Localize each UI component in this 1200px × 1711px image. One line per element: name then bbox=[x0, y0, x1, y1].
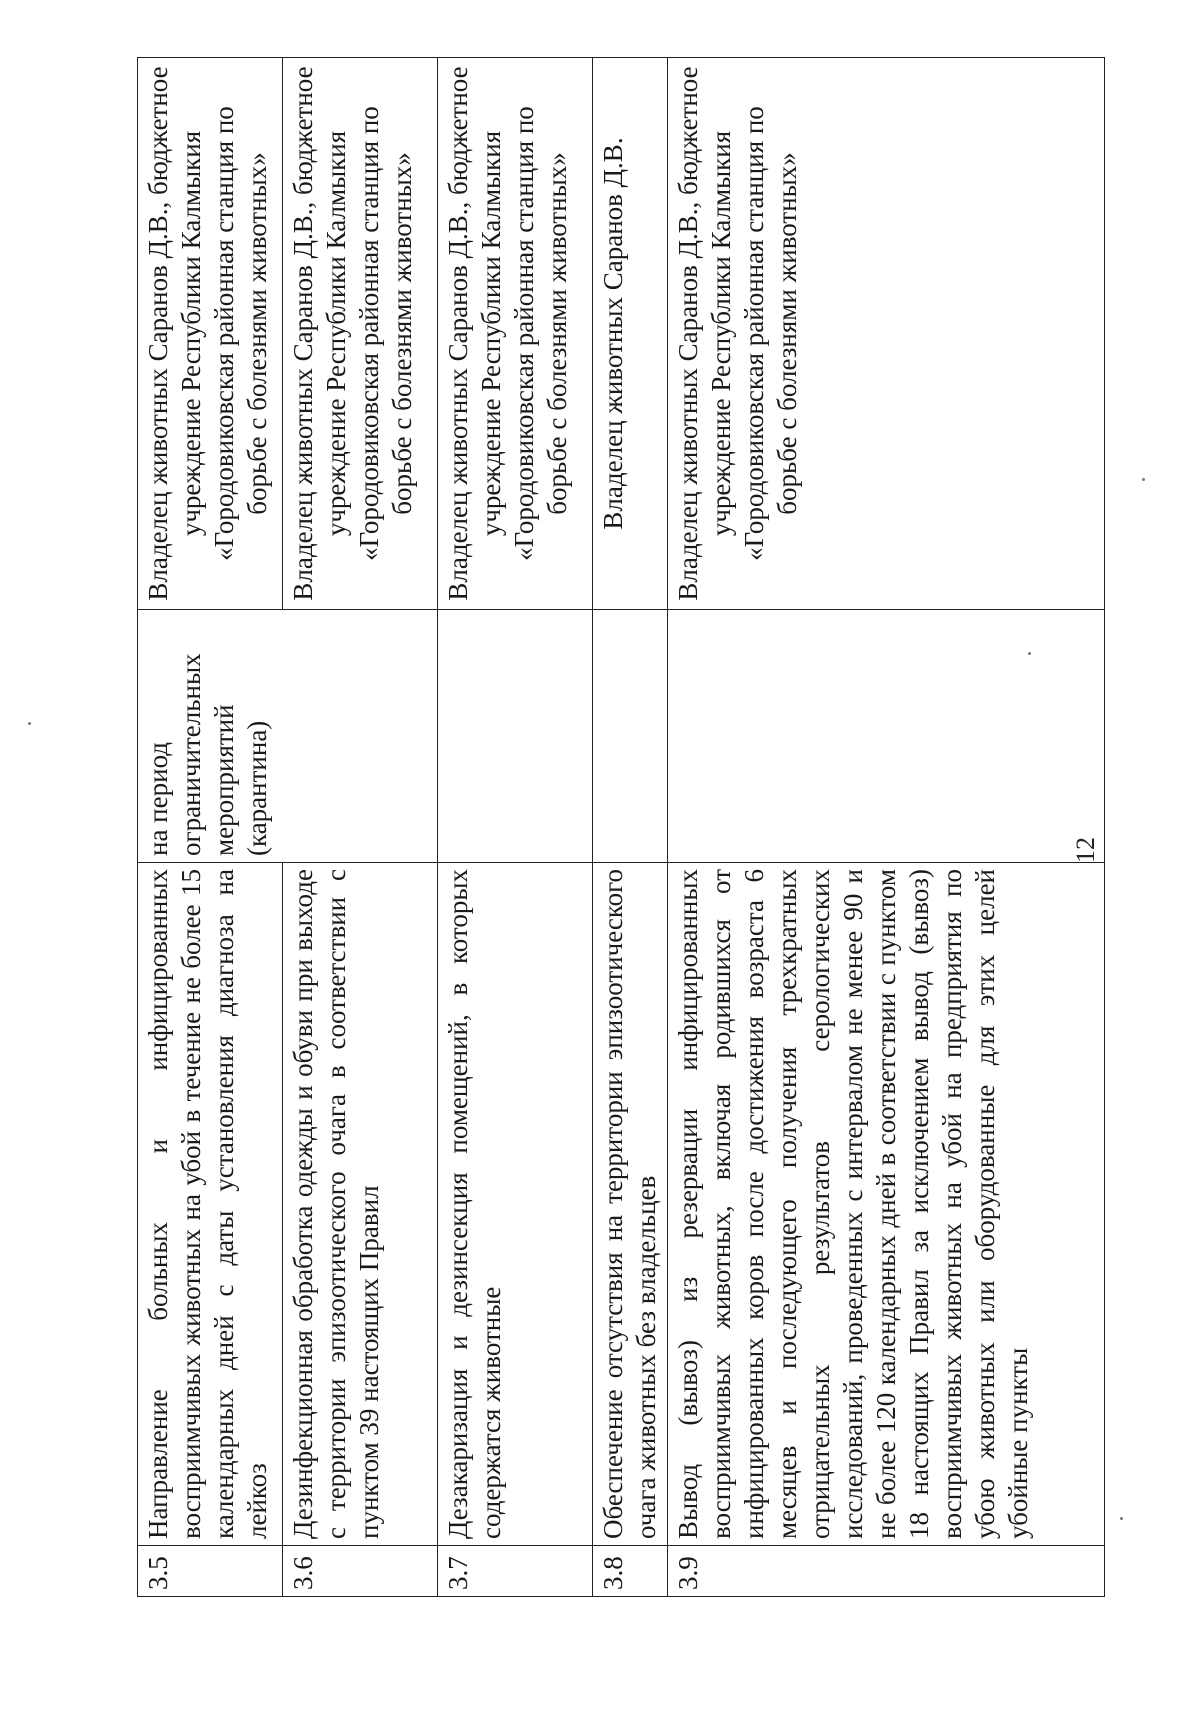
action-cell: Направление больных и инфицированных восприимчивых животных на убой в течение не более 15 календарных дней с даты установления диагноза на лейкоз bbox=[138, 863, 283, 1546]
responsible-cell: Владелец животных Саранов Д.В., бюджетное учреждение Республики Калмыкия «Городовиковская районная станция по борьбе с болезнями животных» bbox=[438, 58, 593, 610]
responsible-cell: Владелец животных Саранов Д.В., бюджетное учреждение Республики Калмыкия «Городовиковская районная станция по борьбе с болезнями животных» bbox=[668, 58, 1105, 610]
term-cell bbox=[668, 610, 1105, 863]
responsible-cell: Владелец животных Саранов Д.В., бюджетное учреждение Республики Калмыкия «Городовиковская районная станция по борьбе с болезнями животных» bbox=[138, 58, 283, 610]
responsible-cell: Владелец животных Саранов Д.В., бюджетное учреждение Республики Калмыкия «Городовиковская районная станция по борьбе с болезнями животных» bbox=[283, 58, 438, 610]
term-cell bbox=[438, 610, 593, 863]
action-cell: Вывод (вывоз) из резервации инфицированных восприимчивых животных, включая родившихся от инфицированных коров после достижения возраста 6 месяцев и последующего получения трехкратных отрицательных результатов серологических исследований, проведенных с интервалом не менее 90 и не более 120 календарных дней в соответствии с пунктом 18 настоящих Правил за исключением вывод (вывоз) восприимчивых животных на убой на предприятия по убою животных или оборудованные для этих целей убойные пункты bbox=[668, 863, 1105, 1546]
action-cell: Дезакаризация и дезинсекция помещений, в которых содержатся животные bbox=[438, 863, 593, 1546]
row-number: 3.5 bbox=[138, 1546, 283, 1597]
term-cell: на период ограничительных мероприятий (карантина) bbox=[138, 610, 438, 863]
scan-speck bbox=[1142, 478, 1145, 481]
table-row bbox=[138, 58, 283, 1597]
responsible-cell: Владелец животных Саранов Д.В. bbox=[593, 58, 668, 610]
row-number: 3.9 bbox=[668, 1546, 1105, 1597]
row-number: 3.6 bbox=[283, 1546, 438, 1597]
scan-speck bbox=[28, 722, 31, 725]
scan-speck bbox=[1120, 1517, 1123, 1520]
action-cell: Обеспечение отсутствия на территории эпизоотического очага животных без владельцев bbox=[593, 863, 668, 1546]
measures-table bbox=[137, 57, 1105, 1597]
term-cell bbox=[593, 610, 668, 863]
rotated-table-wrapper bbox=[137, 57, 1094, 1597]
table-row bbox=[593, 58, 668, 1597]
row-number: 3.8 bbox=[593, 1546, 668, 1597]
action-cell: Дезинфекционная обработка одежды и обуви при выходе с территории эпизоотического очага в соответствии с пунктом 39 настоящих Правил bbox=[283, 863, 438, 1546]
page-number: 12 bbox=[1071, 837, 1100, 863]
table-row bbox=[438, 58, 593, 1597]
scan-speck bbox=[1028, 652, 1031, 655]
table-row bbox=[668, 58, 1105, 1597]
row-number: 3.7 bbox=[438, 1546, 593, 1597]
